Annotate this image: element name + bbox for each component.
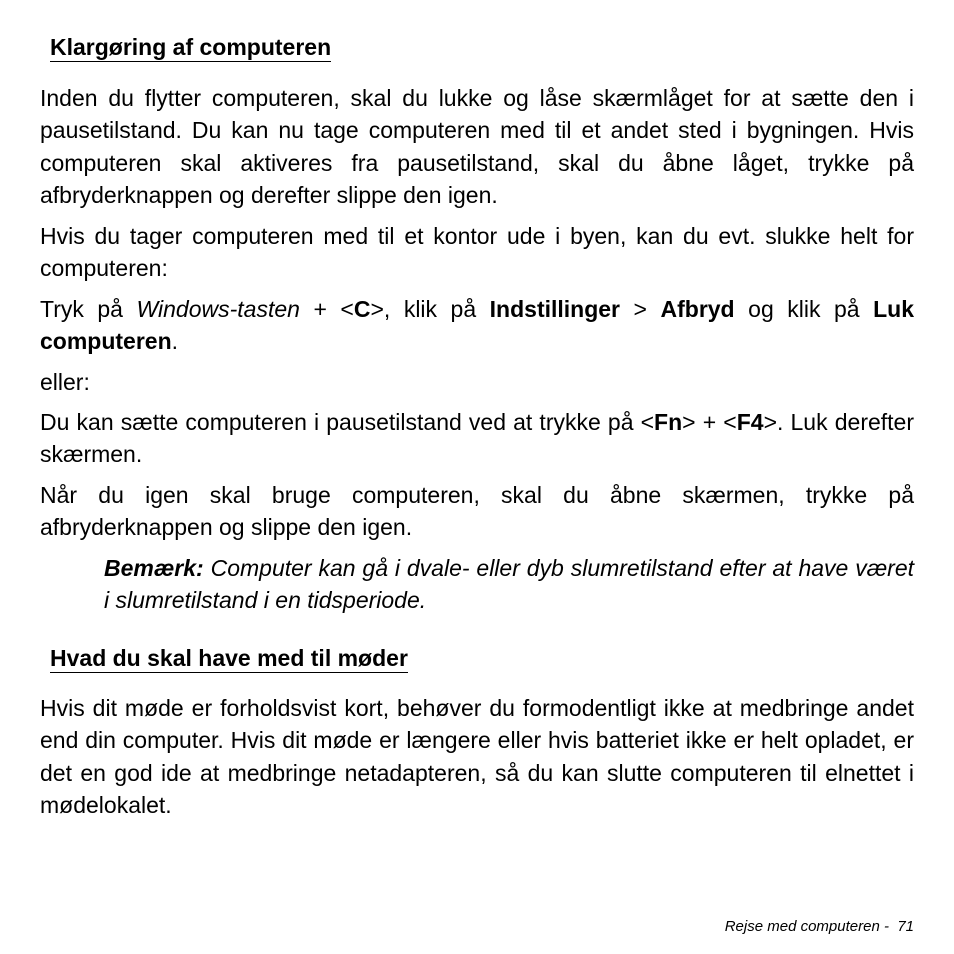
paragraph-shutdown-steps (40, 293, 914, 358)
note-label: Bemærk: (104, 555, 204, 581)
shutdown-text-3: >, klik på (370, 296, 490, 322)
page-footer (725, 918, 914, 935)
power-text: Afbryd (660, 296, 735, 322)
shutdown-text-1: Tryk på (40, 296, 137, 322)
sleep-text-1: Du kan sætte computeren i pausetilstand ved at trykke på < (40, 409, 655, 435)
settings-text: Indstillinger (489, 296, 621, 322)
paragraph-or: eller: (40, 369, 90, 395)
note-block (104, 552, 914, 617)
paragraph-office-shutdown: Hvis du tager computeren med til et kontor ude i byen, kan du evt. slukke helt for computeren: (40, 223, 914, 282)
sleep-text-3: >. Luk derefter skærmen. (40, 409, 914, 468)
section-heading-preparing-computer: Klargøring af computeren (50, 34, 332, 60)
paragraph-resume-computer: Når du igen skal bruge computeren, skal du åbne skærmen, trykke på afbryderknappen og slippe den igen. (40, 482, 914, 541)
paragraph-meetings: Hvis dit møde er forholdsvist kort, behøver du formodentligt ikke at medbringe andet end din computer. Hvis dit møde er længere eller hvis batteriet ikke er helt opladet, er det en god ide at medbringe netadapteren, så du kan slutte computeren til elnettet i mødelokalet. (40, 695, 914, 819)
windows-key-text: Windows-tasten (136, 296, 300, 322)
paragraph-moving-computer: Inden du flytter computeren, skal du lukke og låse skærmlåget for at sætte den i pausetilstand. Du kan nu tage computeren med til et andet sted i bygningen. Hvis computeren skal aktiveres fra pausetilstand, skal du åbne låget, trykke på afbryderknappen og derefter slippe den igen. (40, 85, 914, 209)
shutdown-text-5: og klik på (734, 296, 874, 322)
note-text: Computer kan gå i dvale- eller dyb slumretilstand efter at have været i slumretilstand i en tidsperiode. (104, 555, 914, 614)
sleep-text-2: > + < (682, 409, 737, 435)
shutdown-text-4: > (620, 296, 661, 322)
key-f4-text: F4 (736, 409, 764, 435)
footer-page-number: 71 (897, 918, 914, 935)
key-c-text: C (353, 296, 371, 322)
shutdown-computer-text: Luk computeren (40, 296, 915, 355)
footer-chapter: Rejse med computeren - (724, 918, 889, 935)
shutdown-text-6: . (171, 328, 179, 355)
shutdown-text-2: + < (299, 296, 354, 322)
paragraph-sleep-shortcut (40, 406, 914, 471)
key-fn-text: Fn (654, 409, 683, 435)
section-heading-meetings: Hvad du skal have med til møder (50, 645, 408, 671)
